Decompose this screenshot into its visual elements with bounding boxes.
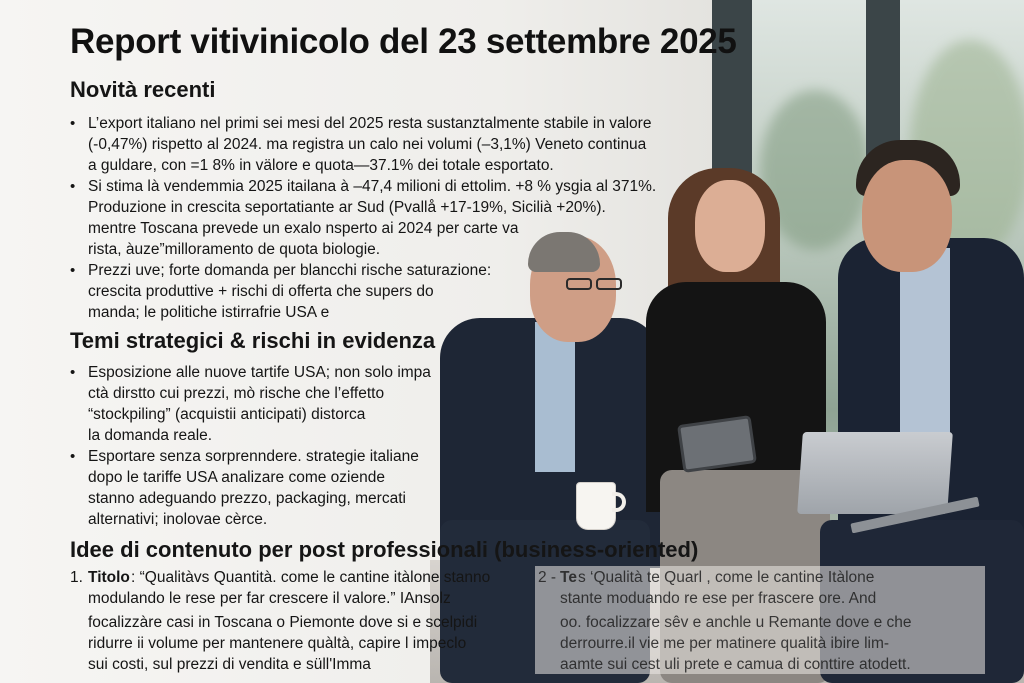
page-title: Report vitivinicolo del 23 settembre 2025 [70, 22, 737, 61]
item-line: stante moduando re ese per frascere ore. And [560, 590, 877, 607]
bullet-dot: • [70, 115, 76, 132]
bullet-line: Produzione in crescita seportatiante ar Sud (Pvallå +17-19%, Sicilià +20%). [88, 199, 606, 216]
bullet-line: ctà dirstto cui prezzi, mò rische che l’effetto [88, 385, 385, 402]
item-label: Titolo [88, 569, 130, 586]
bullet-line: “stockpiling” (acquistii anticipati) distorca [88, 406, 366, 423]
item-line: ridurre ii volume per mantenere quàltà, capire l impeclo [88, 635, 467, 652]
item-line: s ‘Qualità te Quarl , come le cantine Itàlone [578, 569, 875, 586]
bullet-dot: • [70, 262, 76, 279]
bullet-line: dopo le tariffe USA analizare come oziende [88, 469, 385, 486]
item-line: sui costi, sul prezzi di vendita e süll'Imma [88, 656, 371, 673]
bullet-line: a guldare, con =1 8% in välore e quota—37.1% dei totale esportato. [88, 157, 554, 174]
section-heading-temi: Temi strategici & rischi in evidenza [70, 328, 436, 353]
bullet-line: Esposizione alle nuove tartife USA; non solo impa [88, 364, 431, 381]
bullet-line: Prezzi uve; forte domanda per blancchi rische saturazione: [88, 262, 492, 279]
item-line: modulando le rese per far crescere il valore.” IAnsolz [88, 590, 451, 607]
bullet-dot: • [70, 178, 76, 195]
bullet-line: alternativi; inolovae cèrce. [88, 511, 268, 528]
item-line: derrourre.il vie me per matinere qualità ibire lim- [560, 635, 890, 652]
item-number: 2 - [538, 569, 557, 586]
bullet-line: (-0,47%) rispetto al 2024. ma registra un calo nei volumi (–3,1%) Veneto continua [88, 136, 647, 153]
bullet-line: stanno adeguando prezzo, packaging, mercati [88, 490, 406, 507]
bullet-line: mentre Toscana prevede un exalo nsperto ai 2024 per carte va [88, 220, 519, 237]
section-heading-novita: Novità recenti [70, 77, 216, 102]
bullet-dot: • [70, 364, 76, 381]
bullet-dot: • [70, 448, 76, 465]
bullet-line: L’export italiano nel primi sei mesi del 2025 resta sustanztalmente stabile in valore [88, 115, 652, 132]
item-line: aamte sui cest uli prete e camua di conttire atodett. [560, 656, 911, 673]
bullet-line: rista, àuze”milloramento de quota biologie. [88, 241, 381, 258]
bullet-line: manda; le politiche istirrafrie USA e [88, 304, 330, 321]
item-number: 1. [70, 569, 83, 586]
bullet-line: la domanda reale. [88, 427, 213, 444]
bullet-line: crescita produttive + rischi di offerta che supers do [88, 283, 434, 300]
item-line: focalizzàre casi in Toscana o Piemonte dove si e scelpidi [88, 614, 478, 631]
bullet-line: Si stima là vendemmia 2025 itailana à –47,4 milioni di ettolim. +8 % ysgia al 371%. [88, 178, 657, 195]
section-heading-idee: Idee di contenuto per post professionali (business-oriented) [70, 537, 699, 562]
item-line: : “Qualitàvs Quantità. come le cantine itàlone stanno [131, 569, 491, 586]
bullet-line: Esportare senza sorprenndere. strategie italiane [88, 448, 419, 465]
item-label: Te [560, 569, 577, 586]
item-line: oo. focalizzare sêv e anchle u Remante dove e che [560, 614, 912, 631]
